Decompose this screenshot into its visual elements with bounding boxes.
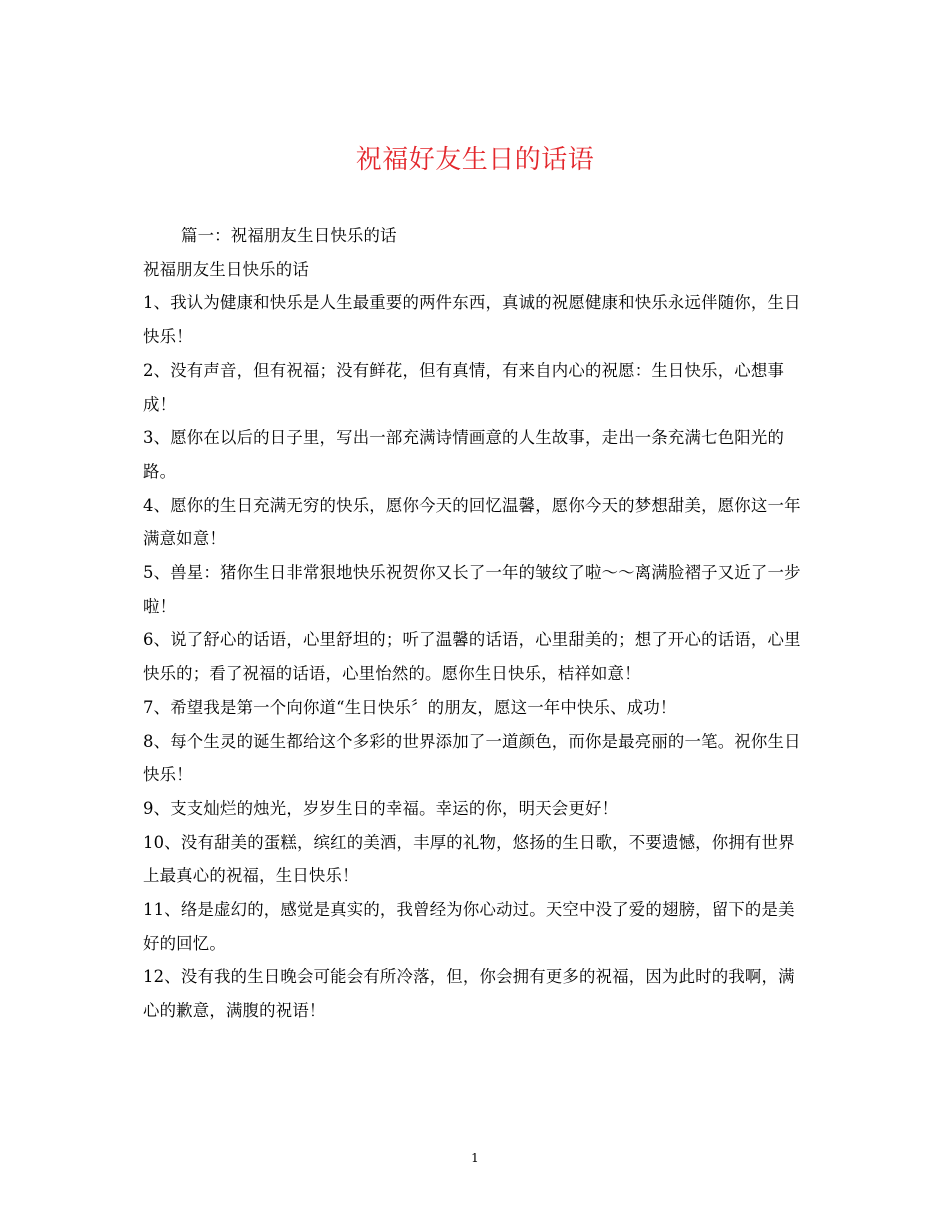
wish-item-3: 3、愿你在以后的日子里，写出一部充满诗情画意的人生故事，走出一条充满七色阳光的路。: [143, 428, 785, 481]
wish-item-7: 7、希望我是第一个向你道“生日快乐〞的朋友，愿这一年中快乐、成功！: [143, 697, 677, 717]
page-number: 1: [471, 1151, 479, 1165]
wish-item-1: 1、我认为健康和快乐是人生最重要的两件东西，真诚的祝愿健康和快乐永远伴随你，生日快乐！: [143, 293, 801, 347]
wish-item-4: 4、愿你的生日充满无穷的快乐，愿你今天的回忆温馨，愿你今天的梦想甜美，愿你这一年满意如意！: [143, 495, 801, 549]
section-heading: 篇一：祝福朋友生日快乐的话: [181, 226, 397, 245]
wish-item-5: 5、兽星：猪你生日非常狠地快乐祝贺你又长了一年的皱纹了啦～～离满脸褶子又近了一步啦！: [143, 563, 801, 616]
wish-item-6: 6、说了舒心的话语，心里舒坦的；听了温馨的话语，心里甜美的；想了开心的话语，心里快乐的；看了祝福的话语，心里怡然的。愿你生日快乐，桔祥如意！: [143, 630, 801, 684]
subheading: 祝福朋友生日快乐的话: [143, 259, 309, 279]
wish-item-8: 8、每个生灵的诞生都给这个多彩的世界添加了一道颜色，而你是最亮丽的一笔。祝你生日快乐！: [143, 731, 801, 785]
wish-item-12: 12、没有我的生日晚会可能会有所冷落，但，你会拥有更多的祝福，因为此时的我啊，满心的歉意，满腹的祝语！: [143, 967, 795, 1021]
document-title: 祝福好友生日的话语: [355, 145, 595, 175]
wish-item-11: 11、络是虚幻的，感觉是真实的，我曾经为你心动过。天空中没了爱的翅膀，留下的是美好的回忆。: [143, 900, 795, 953]
document-body: [143, 219, 808, 1028]
wish-item-2: 2、没有声音，但有祝福；没有鲜花，但有真情，有来自内心的祝愿：生日快乐，心想事成！: [143, 360, 785, 414]
wish-item-9: 9、支支灿烂的烛光，岁岁生日的幸福。幸运的你，明天会更好！: [143, 798, 619, 818]
wish-item-10: 10、没有甜美的蛋糕，缤红的美酒，丰厚的礼物，悠扬的生日歌，不要遗憾，你拥有世界上最真心的祝福，生日快乐！: [143, 832, 795, 886]
